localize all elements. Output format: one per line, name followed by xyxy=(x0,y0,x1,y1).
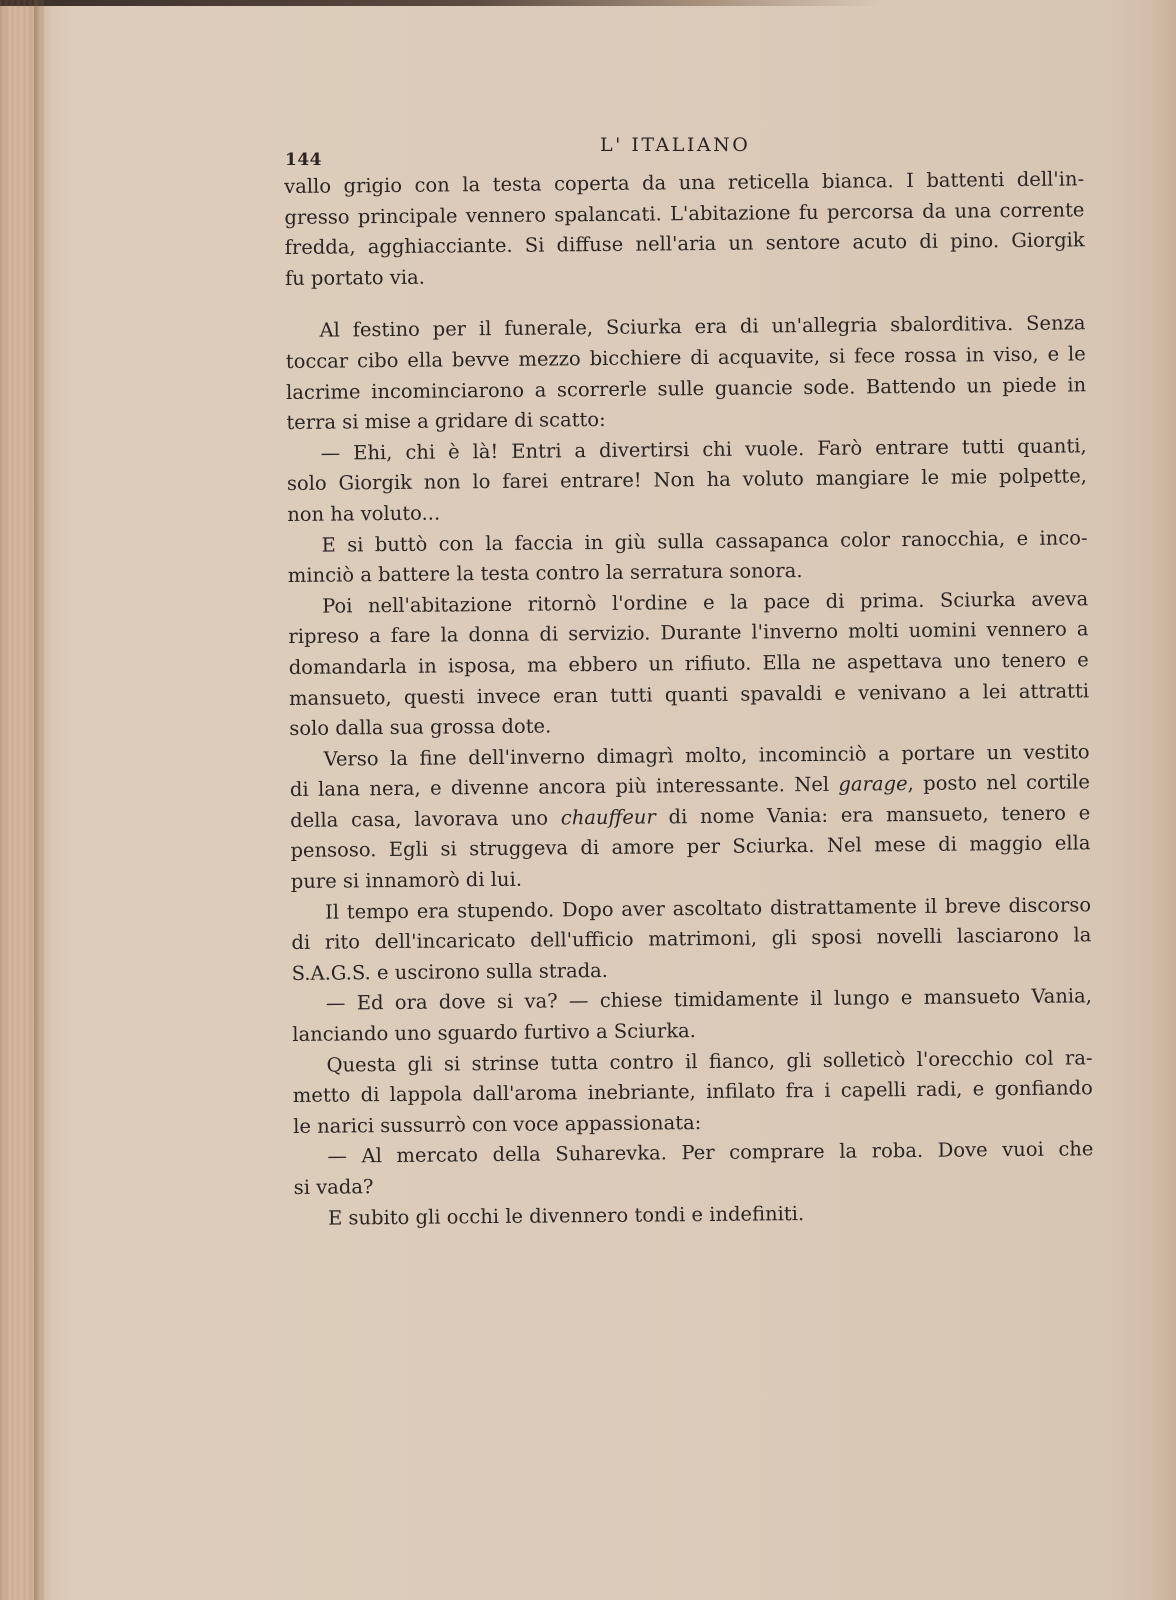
page-header xyxy=(285,132,1045,168)
text-line: mansueto, questi invece eran tutti quanti spavaldi e venivano a lei attratti xyxy=(288,678,1090,710)
text-line: Poi nell'abitazione ritornò l'ordine e la pace di prima. Sciurka aveva xyxy=(322,587,1089,618)
text-line: solo Giorgik non lo farei entrare! Non ha voluto mangiare le mie polpette, xyxy=(286,464,1088,496)
text-line: non ha voluto... xyxy=(287,501,441,526)
text-run: di lana nera, e divenne ancora più interessante. Nel xyxy=(289,772,839,802)
text-line: Al festino per il funerale, Sciurka era di un'allegria sbalorditiva. Senza xyxy=(319,311,1086,343)
text-line: vallo grigio con la testa coperta da una reticella bianca. I battenti dell'in- xyxy=(284,167,1085,198)
page-number: 144 xyxy=(285,150,322,170)
text-line: gresso principale vennero spalancati. L'abitazione fu percorsa da una corrente xyxy=(284,197,1085,229)
text-line: di rito dell'incaricato dell'ufficio matrimoni, gli sposi novelli lasciarono la xyxy=(291,923,1092,955)
text-line: toccar cibo ella bevve mezzo bicchiere di acquavite, si fece rossa in viso, e le xyxy=(285,342,1086,373)
text-line: minciò a battere la testa contro la serratura sonora. xyxy=(287,559,803,588)
text-line: pensoso. Egli si struggeva di amore per Sciurka. Nel mese di maggio ella xyxy=(290,831,1091,863)
text-line: solo dalla sua grossa dote. xyxy=(289,714,552,741)
text-line: pure si innamorò di lui. xyxy=(290,867,523,894)
text-line: metto di lappola dall'aroma inebriante, infilato fra i capelli radi, e gonfiando xyxy=(292,1076,1093,1108)
italic-word: chauffeur xyxy=(560,805,656,830)
text-line: E si buttò con la faccia in giù sulla cassapanca color ranocchia, e inco- xyxy=(321,525,1088,557)
text-run: di nome Vania: era mansueto, tenero e xyxy=(655,801,1091,829)
text-line: si vada? xyxy=(293,1175,374,1199)
text-line: — Al mercato della Suharevka. Per comprare la roba. Dove vuoi che xyxy=(327,1137,1094,1169)
text-line: Questa gli si strinse tutta contro il fianco, gli solleticò l'orecchio col ra- xyxy=(326,1045,1093,1077)
text-line: Verso la fine dell'inverno dimagrì molto, incominciò a portare un vestito xyxy=(323,739,1090,771)
running-title: L' ITALIANO xyxy=(600,134,751,156)
text-line: E subito gli occhi le divennero tondi e indefiniti. xyxy=(327,1201,805,1230)
text-line: ripreso a fare la donna di servizio. Durante l'inverno molti uomini vennero a xyxy=(288,617,1089,649)
text-line: fredda, agghiacciante. Si diffuse nell'aria un sentore acuto di pino. Giorgik xyxy=(284,228,1085,260)
text-line: domandarla in isposa, ma ebbero un rifiuto. Ella ne aspettava uno tenero e xyxy=(288,648,1089,679)
text-line: — Ed ora dove si va? — chiese timidamente il lungo e mansueto Vania, xyxy=(325,984,1093,1016)
spine-shadow xyxy=(34,0,42,1600)
text-line: lanciando uno sguardo furtivo a Sciurka. xyxy=(292,1019,697,1046)
text-line: lacrime incominciarono a scorrerle sulle guancie sode. Battendo un piede in xyxy=(286,372,1087,404)
text-line: — Ehi, chi è là! Entri a divertirsi chi vuole. Farò entrare tutti quanti, xyxy=(320,434,1087,465)
text-line: le narici sussurrò con voce appassionata: xyxy=(293,1110,702,1138)
text-line: S.A.G.S. e uscirono sulla strada. xyxy=(291,958,609,985)
text-run: , posto nel cortile xyxy=(907,770,1091,796)
text-line: fu portato via. xyxy=(284,265,425,290)
italic-word: garage xyxy=(838,772,908,796)
text-line: terra si mise a gridare di scatto: xyxy=(286,408,606,435)
text-line: Il tempo era stupendo. Dopo aver ascoltato distrattamente il breve discorso xyxy=(324,892,1092,924)
body-text xyxy=(284,164,1094,1234)
text-run: della casa, lavorava uno xyxy=(290,806,561,832)
